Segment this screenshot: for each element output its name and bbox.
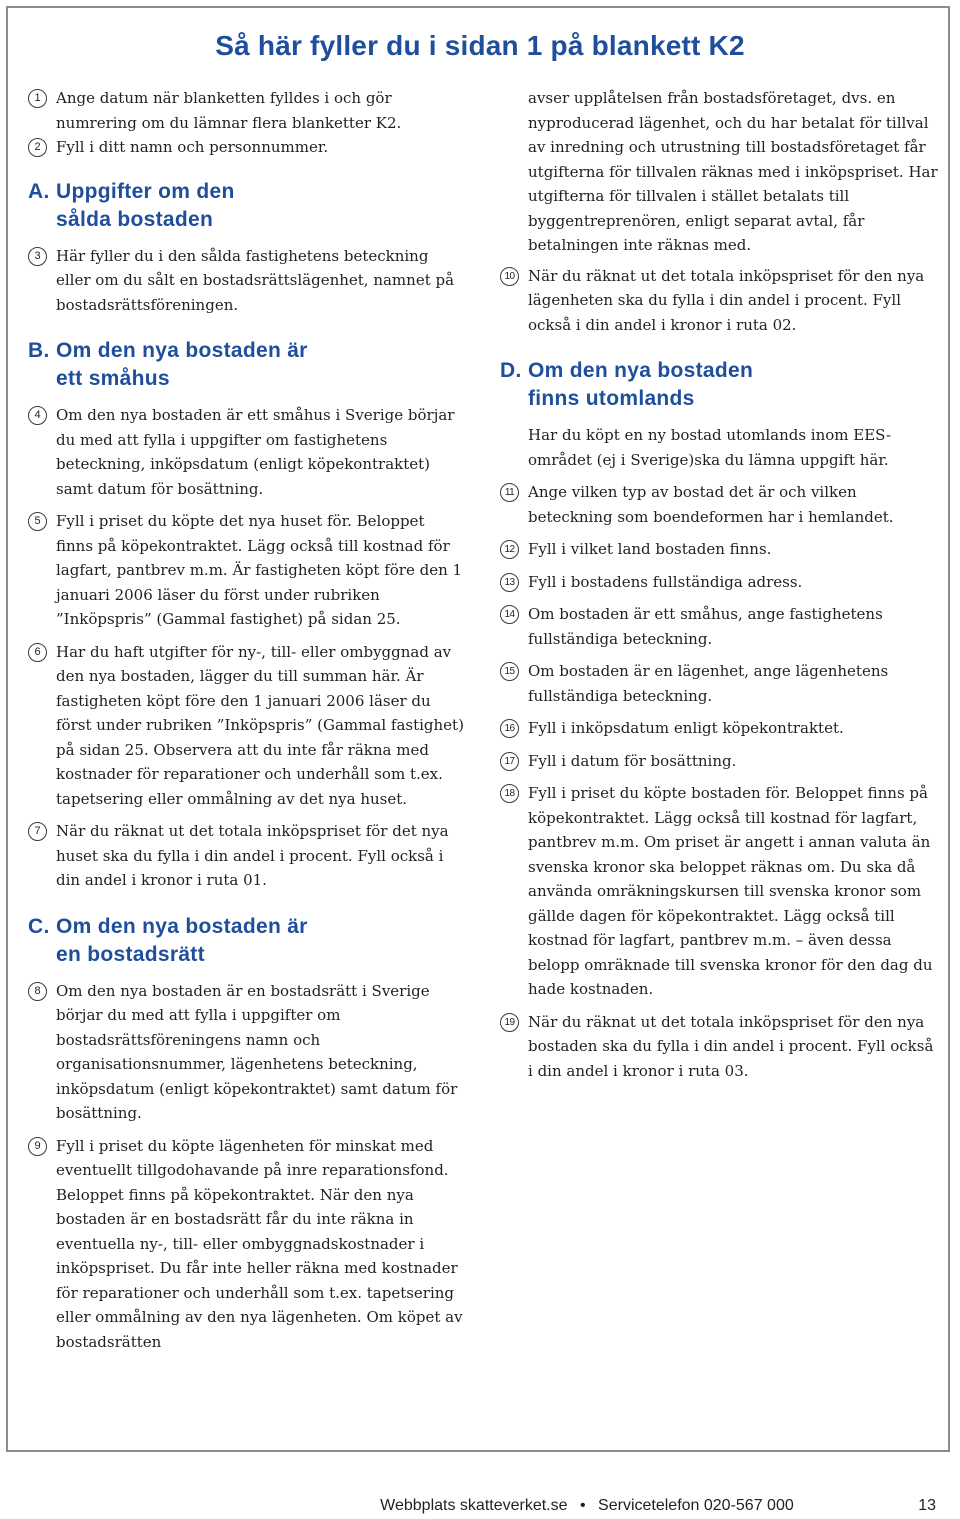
instruction-text: När du räknat ut det totala inköpspriset för den nya lägenheten ska du fylla i din andel i procent. Fyll också i din andel i kronor i ruta 02. — [528, 266, 925, 334]
section-title: Om den nya bostaden är en bostadsrätt — [56, 914, 308, 966]
number-badge: 6 — [28, 643, 47, 662]
section-letter: D. — [500, 359, 522, 382]
page-title: Så här fyller du i sidan 1 på blankett K2 — [215, 30, 745, 61]
instruction-text: Fyll i inköpsdatum enligt köpekontraktet. — [528, 719, 844, 737]
section-title: Om den nya bostaden är ett småhus — [56, 339, 308, 390]
instruction-3 — [28, 244, 466, 318]
footer-website: Webbplats skatteverket.se — [380, 1497, 568, 1514]
instruction-11 — [500, 480, 940, 529]
number-badge: 13 — [500, 573, 519, 592]
instruction-8 — [28, 979, 466, 1126]
right-column — [500, 86, 940, 1083]
instruction-12 — [500, 537, 940, 562]
continuation-text: avser upplåtelsen från bostadsföretaget, dvs. en nyproducerad lägenhet, och du har betalat för tillval av inredning och utrustning till bostadsföretaget får utgifterna för tillvalen räknas med i inköpspriset. Har utgifterna för tillvalen i stället betalats till byggentreprenören, enligt separat avtal, får betalningen inte räknas med. — [528, 89, 938, 254]
instruction-7 — [28, 819, 466, 893]
instruction-1 — [28, 86, 466, 135]
footer-phone: Servicetelefon 020-567 000 — [598, 1497, 794, 1514]
section-title: Uppgifter om den sålda bostaden — [56, 179, 235, 231]
number-badge: 11 — [500, 483, 519, 502]
instruction-text: Ange datum när blanketten fylldes i och gör numrering om du lämnar flera blanketter K2. — [56, 89, 402, 132]
number-badge: 14 — [500, 605, 519, 624]
instruction-text: Om bostaden är en lägenhet, ange lägenhetens fullständiga beteckning. — [528, 662, 889, 705]
instruction-16 — [500, 716, 940, 741]
section-d-intro: Har du köpt en ny bostad utomlands inom EES-området (ej i Sverige)ska du lämna uppgift här. — [528, 426, 892, 469]
section-b-heading — [28, 337, 466, 393]
section-letter: C. — [28, 914, 50, 938]
number-badge: 19 — [500, 1013, 519, 1032]
instruction-18 — [500, 781, 940, 1002]
instruction-text: Fyll i priset du köpte det nya huset för. Beloppet finns på köpekontraktet. Lägg också till kostnad för lagfart, pantbrev m.m. Är fastigheten köpt före den 1 januari 2006 läser du först under rubriken ”Inköpspris” (Gammal fastighet) på sidan 25. — [56, 512, 463, 628]
instruction-text: När du räknat ut det totala inköpspriset för det nya huset ska du fylla i din andel i procent. Fyll också i din andel i kronor i ruta 01. — [56, 822, 449, 889]
section-d-heading — [500, 357, 940, 413]
number-badge: 15 — [500, 662, 519, 681]
instruction-text: Ange vilken typ av bostad det är och vilken beteckning som boendeformen har i hemlandet. — [528, 483, 894, 526]
number-badge: 1 — [28, 89, 47, 108]
instruction-2 — [28, 135, 466, 160]
number-badge: 8 — [28, 982, 47, 1001]
number-badge: 9 — [28, 1137, 47, 1156]
instruction-10 — [500, 264, 940, 338]
instruction-17 — [500, 749, 940, 774]
instruction-9 — [28, 1134, 466, 1355]
number-badge: 12 — [500, 540, 519, 559]
left-column — [28, 86, 466, 1354]
instruction-text: Fyll i datum för bosättning. — [528, 751, 737, 770]
instruction-text: Om den nya bostaden är en bostadsrätt i Sverige börjar du med att fylla i uppgifter om bostadsrättsföreningens namn och organisationsnummer, lägenhetens beteckning, inköpsdatum (enligt köpekontraktet) samt datum för bosättning. — [56, 981, 458, 1122]
number-badge: 4 — [28, 406, 47, 425]
section-letter: A. — [28, 179, 50, 203]
instruction-text: Om den nya bostaden är ett småhus i Sverige börjar du med att fylla i uppgifter om fastighetens beteckning, inköpsdatum (enligt köpekontraktet) samt datum för bosättning. — [56, 406, 455, 498]
footer-separator: • — [579, 1497, 586, 1514]
instruction-15 — [500, 659, 940, 708]
instruction-text: Fyll i priset du köpte lägenheten för minskat med eventuellt tillgodohavande på inre reparationsfond. Beloppet finns på köpekontraktet. När den nya bostaden är en bostadsrätt får du inte räkna in eventuella ny-, till- eller ombyggnadskostnader i inköpspriset. Du får inte heller räkna med kostnader för reparationer och underhåll som t.ex. tapetsering eller ommålning av den nya lägenheten. Om köpet av bostadsrätten — [56, 1136, 463, 1351]
instruction-text: Om bostaden är ett småhus, ange fastighetens fullständiga beteckning. — [528, 605, 883, 648]
page-footer — [0, 1497, 936, 1515]
number-badge: 5 — [28, 512, 47, 531]
number-badge: 18 — [500, 784, 519, 803]
instruction-text: Fyll i bostadens fullständiga adress. — [528, 572, 803, 591]
instruction-text: Fyll i vilket land bostaden finns. — [528, 540, 772, 558]
instruction-13 — [500, 570, 940, 595]
number-badge: 10 — [500, 267, 519, 286]
number-badge: 7 — [28, 822, 47, 841]
number-badge: 16 — [500, 719, 519, 738]
section-title: Om den nya bostaden finns utomlands — [528, 359, 754, 410]
page-number: 13 — [918, 1497, 936, 1514]
section-letter: B. — [28, 339, 50, 362]
number-badge: 3 — [28, 247, 47, 266]
section-a-heading — [28, 178, 466, 234]
instruction-text: Här fyller du i den sålda fastighetens beteckning eller om du sålt en bostadsrättslägenhet, namnet på bostadsrättsföreningen. — [56, 246, 455, 314]
instruction-14 — [500, 602, 940, 651]
section-c-heading — [28, 913, 466, 969]
instruction-19 — [500, 1010, 940, 1084]
instruction-4 — [28, 403, 466, 501]
instruction-text: Har du haft utgifter för ny-, till- eller ombyggnad av den nya bostaden, lägger du till summan här. Är fastigheten köpt före den 1 januari 2006 läser du först under rubriken ”Inköpspris” (Gammal fastighet) på sidan 25. Observera att du inte får räkna med kostnader för reparationer och underhåll som t.ex. tapetsering eller ommålning av det nya huset. — [56, 642, 464, 808]
instruction-5 — [28, 509, 466, 632]
instruction-6 — [28, 640, 466, 812]
instruction-text: Fyll i ditt namn och personnummer. — [56, 138, 329, 156]
instruction-text: När du räknat ut det totala inköpspriset för den nya bostaden ska du fylla i din andel i procent. Fyll också i din andel i kronor i ruta 03. — [528, 1012, 934, 1080]
number-badge: 2 — [28, 138, 47, 157]
number-badge: 17 — [500, 752, 519, 771]
instruction-text: Fyll i priset du köpte bostaden för. Beloppet finns på köpekontraktet. Lägg också till kostnad för lagfart, pantbrev m.m. Om priset är angett i annan valuta än svenska kronor ska beloppet räknas om. Du ska då använda omräkningskursen till svenska kronor som gällde dagen för köpekontraktet. Lägg också till kostnad för lagfart, pantbrev m.m. – även dessa belopp omräknade till svenska kronor för den dag du hade kostnaden. — [528, 784, 933, 998]
